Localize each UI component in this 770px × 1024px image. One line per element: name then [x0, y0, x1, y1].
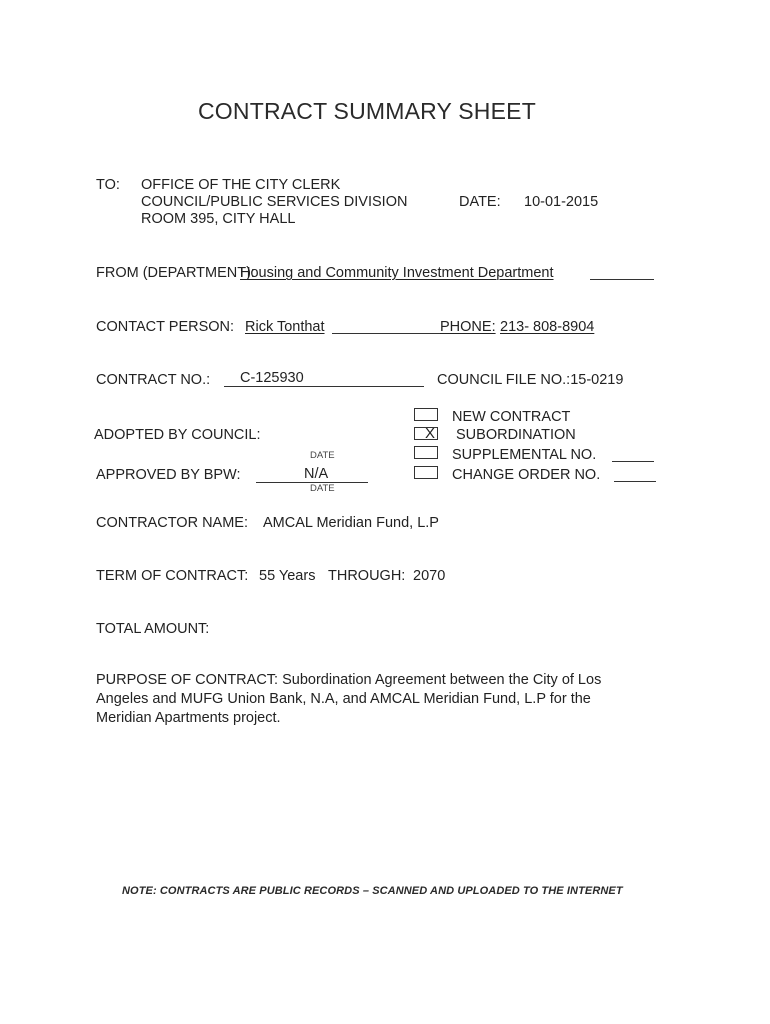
- footer-note: NOTE: CONTRACTS ARE PUBLIC RECORDS – SCANNED AND UPLOADED TO THE INTERNET: [122, 885, 623, 897]
- approved-value: N/A: [304, 466, 329, 482]
- contractor-label: CONTRACTOR NAME:: [96, 515, 248, 531]
- term-label: TERM OF CONTRACT:: [96, 568, 249, 584]
- purpose-paragraph: [96, 671, 636, 728]
- term-through-label: THROUGH:: [328, 568, 406, 584]
- contractor-value: AMCAL Meridian Fund, L.P: [263, 515, 439, 531]
- term-through-value: 2070: [413, 568, 446, 584]
- check-mark-icon: X: [425, 425, 436, 442]
- date-label: DATE:: [459, 194, 501, 210]
- to-line-2: COUNCIL/PUBLIC SERVICES DIVISION: [141, 194, 408, 210]
- contact-label: CONTACT PERSON:: [96, 319, 235, 335]
- supplemental-checkbox[interactable]: [414, 446, 438, 459]
- term-value: 55 Years: [259, 568, 316, 584]
- purpose-label: PURPOSE OF CONTRACT:: [96, 672, 279, 688]
- change-order-checkbox[interactable]: [414, 466, 438, 479]
- contact-value: Rick Tonthat: [245, 319, 325, 335]
- from-label: FROM (DEPARTMENT):: [96, 265, 255, 281]
- to-line-1: OFFICE OF THE CITY CLERK: [141, 177, 341, 193]
- council-file: COUNCIL FILE NO.:15-0219: [437, 372, 624, 388]
- page-title: CONTRACT SUMMARY SHEET: [198, 98, 536, 124]
- purpose-text: Subordination Agreement between the City of Los Angeles and MUFG Union Bank, N.A, and AMCAL Meridian Fund, L.P for the Meridian Apartments project.: [96, 672, 602, 726]
- new-contract-checkbox[interactable]: [414, 408, 438, 421]
- from-value: Housing and Community Investment Department: [240, 265, 554, 281]
- approved-date-caption: DATE: [310, 483, 335, 494]
- from-underline: [590, 279, 654, 280]
- change-order-underline: [614, 481, 656, 482]
- total-label: TOTAL AMOUNT:: [96, 621, 210, 637]
- supplemental-label: SUPPLEMENTAL NO.: [452, 447, 597, 463]
- approved-label: APPROVED BY BPW:: [96, 467, 241, 483]
- adopted-label: ADOPTED BY COUNCIL:: [94, 427, 261, 443]
- contract-no-label: CONTRACT NO.:: [96, 372, 211, 388]
- adopted-date-caption: DATE: [310, 450, 335, 461]
- phone-value: 213- 808-8904: [500, 319, 595, 335]
- to-label: TO:: [96, 177, 120, 193]
- phone-label: PHONE:: [440, 319, 496, 335]
- supplemental-underline: [612, 461, 654, 462]
- to-line-3: ROOM 395, CITY HALL: [141, 211, 296, 227]
- contact-underline: [332, 333, 442, 334]
- change-order-label: CHANGE ORDER NO.: [452, 467, 601, 483]
- contract-no-value: C-125930: [240, 370, 304, 386]
- subordination-label: SUBORDINATION: [456, 427, 576, 443]
- subordination-checkbox[interactable]: [414, 427, 438, 440]
- date-value: 10-01-2015: [524, 194, 599, 210]
- new-contract-label: NEW CONTRACT: [452, 409, 571, 425]
